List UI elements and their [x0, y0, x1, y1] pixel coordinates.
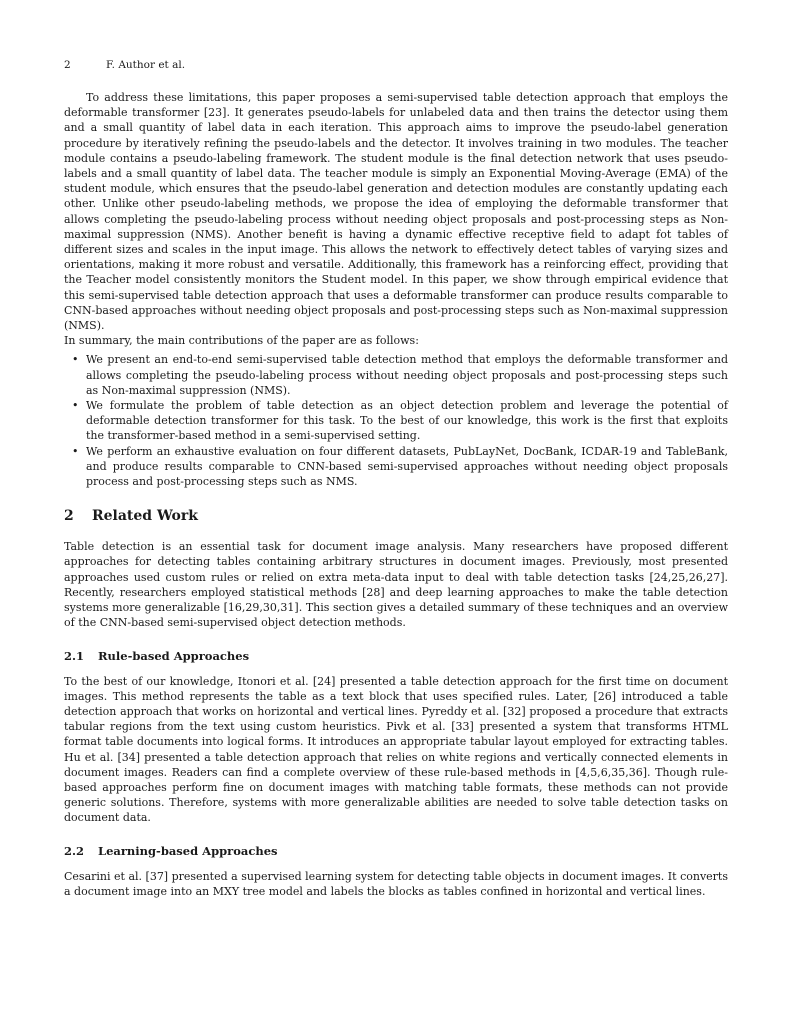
- running-head: [64, 58, 185, 72]
- bullet-icon: •: [72, 444, 79, 458]
- contribution-text: We formulate the problem of table detection as an object detection problem and leverage the potential of deformable detection transformer for this task. To the best of our knowledge, this work is the first that exploits the transformer-based method in a semi-supervised setting.: [86, 399, 728, 443]
- section-title: Related Work: [92, 508, 198, 525]
- subsection-number: 2.2: [64, 843, 85, 858]
- running-head-authors: F. Author et al.: [106, 59, 186, 71]
- bullet-icon: •: [72, 399, 79, 413]
- section-number: 2: [64, 508, 74, 525]
- contribution-text: We present an end-to-end semi-supervised table detection method that employs the deformable transformer and allows completing the pseudo-labeling process without needing object proposals and post-processing steps such as Non-maximal suppression (NMS).: [86, 353, 728, 397]
- paper-page: [64, 0, 728, 1024]
- intro-paragraph: To address these limitations, this paper proposes a semi-supervised table detection approach that employs the deformable transformer [23]. It generates pseudo-labels for unlabeled data and then trains the detector using them and a small quantity of label data in each iteration. This approach aims to improve the pseudo-label generation procedure by iteratively refining the pseudo-labels and the detector. It involves training in two modules. The teacher module contains a pseudo-labeling framework. The student module is the final detection network that uses pseudo-labels and a small quantity of label data. The teacher module is simply an Exponential Moving-Average (EMA) of the student module, which ensures that the pseudo-label generation and detection modules are constantly updating each other. Unlike other pseudo-labeling methods, we propose the idea of employing the deformable transformer that allows completing the pseudo-labeling process without needing object proposals and post-processing steps as Non-maximal suppression (NMS). Another benefit is having a dynamic effective receptive field to adapt fot tables of different sizes and scales in the input image. This allows the network to effectively detect tables of varying sizes and orientations, making it more robust and versatile. Additionally, this framework has a reinforcing effect, providing that the Teacher model consistently monitors the Student model. In this paper, we show through empirical evidence that this semi-supervised table detection approach that uses a deformable transformer can produce results comparable to CNN-based approaches without needing object proposals and post-processing steps such as Non-maximal suppression (NMS).: [64, 91, 728, 333]
- contributions-list: [64, 352, 728, 489]
- subsection-title: Rule-based Approaches: [98, 648, 250, 663]
- list-item: [72, 444, 728, 490]
- subsection-heading-rule-based: [64, 649, 728, 664]
- rule-based-paragraph: To the best of our knowledge, Itonori et al. [24] presented a table detection approach for the first time on document images. This method represents the table as a text block that uses specified rules. Later, [26] introduced a table detection approach that works on horizontal and vertical lines. Pyreddy et al. [32] proposed a procedure that extracts tabular regions from the text using custom heuristics. Pivk et al. [33] presented a system that transforms HTML format table documents into logical forms. It introduces an appropriate tabular layout employed for extracting tables. Hu et al. [34] presented a table detection approach that relies on white regions and vertically connected elements in document images. Readers can find a complete overview of these rule-based methods in [4,5,6,35,36]. Though rule-based approaches perform fine on document images with matching table formats, these methods can not provide generic solutions. Therefore, systems with more generalizable abilities are needed to solve table detection tasks on document data.: [64, 674, 728, 825]
- list-item: [72, 398, 728, 444]
- body-text: [64, 90, 728, 899]
- subsection-number: 2.1: [64, 648, 85, 663]
- section-heading-related-work: [64, 507, 728, 525]
- related-work-paragraph: Table detection is an essential task for document image analysis. Many researchers have proposed different approaches for detecting tables containing arbitrary structures in document images. Previously, most presented approaches used custom rules or relied on extra meta-data input to deal with table detection tasks [24,25,26,27]. Recently, researchers employed statistical methods [28] and deep learning approaches to make the table detection systems more generalizable [16,29,30,31]. This section gives a detailed summary of these techniques and an overview of the CNN-based semi-supervised object detection methods.: [64, 540, 728, 630]
- summary-lead: In summary, the main contributions of the paper are as follows:: [64, 334, 419, 348]
- bullet-icon: •: [72, 353, 79, 367]
- list-item: [72, 352, 728, 398]
- subsection-title: Learning-based Approaches: [98, 843, 278, 858]
- subsection-heading-learning-based: [64, 844, 728, 859]
- learning-based-paragraph: Cesarini et al. [37] presented a supervised learning system for detecting table objects in document images. It converts a document image into an MXY tree model and labels the blocks as tables confined in horizontal and vertical lines.: [64, 869, 728, 898]
- page-number: 2: [64, 59, 71, 71]
- contribution-text: We perform an exhaustive evaluation on four different datasets, PubLayNet, DocBank, ICDAR-19 and TableBank, and produce results comparable to CNN-based semi-supervised approaches without needing object proposals process and post-processing steps such as NMS.: [86, 444, 728, 489]
